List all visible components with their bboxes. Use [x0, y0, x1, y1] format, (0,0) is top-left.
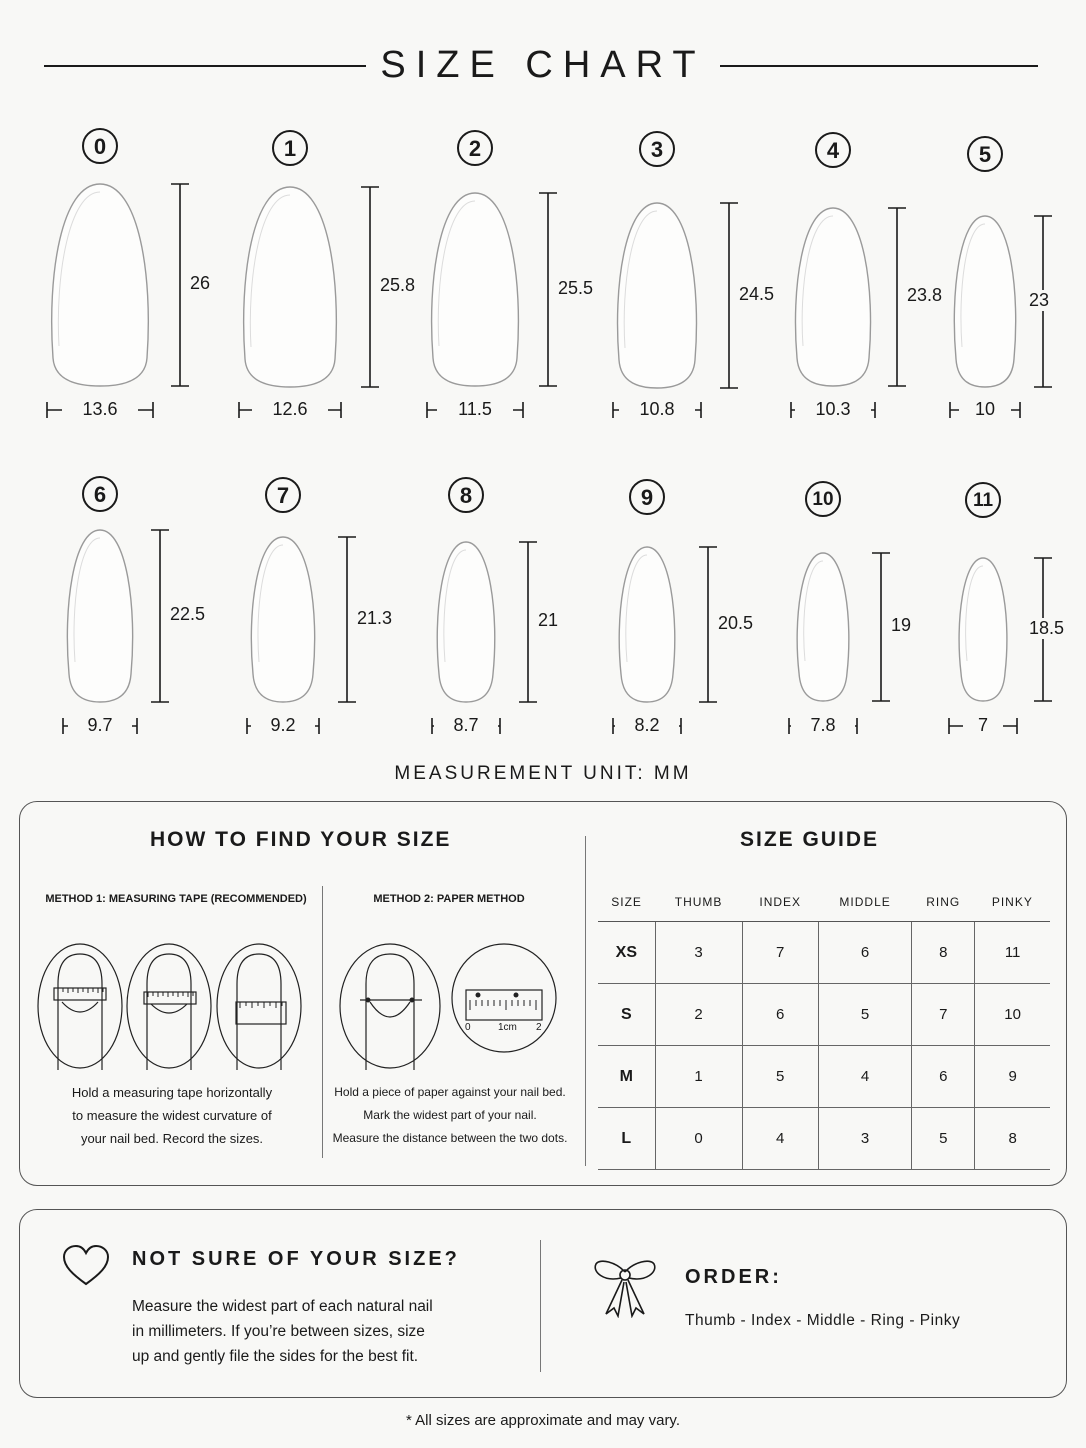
ruler-label-2: 2 — [536, 1022, 542, 1033]
table-cell: 6 — [912, 1046, 975, 1108]
panel-divider-main — [585, 836, 586, 1166]
not-sure-line: Measure the widest part of each natural nail — [132, 1298, 433, 1315]
method2-line: Mark the widest part of your nail. — [363, 1108, 537, 1122]
method2-line: Measure the distance between the two dots. — [332, 1131, 568, 1145]
size-number-badge: 6 — [82, 476, 118, 512]
size-number-badge: 9 — [629, 479, 665, 515]
column-header: PINKY — [975, 883, 1050, 922]
size-number-badge: 0 — [82, 128, 118, 164]
column-header: THUMB — [655, 883, 742, 922]
table-cell: 10 — [975, 984, 1050, 1046]
nail-width-label: 10.8 — [639, 399, 675, 419]
not-sure-heading: NOT SURE OF YOUR SIZE? — [132, 1248, 460, 1270]
nail-width-label: 12.6 — [272, 399, 308, 419]
size-guide-table — [598, 883, 1050, 1170]
nail-width-label: 10.3 — [815, 399, 851, 419]
column-header: INDEX — [742, 883, 818, 922]
table-cell: 8 — [912, 922, 975, 984]
page-title: SIZE CHART — [380, 44, 706, 86]
table-row — [598, 1046, 1050, 1108]
table-cell: 0 — [655, 1108, 742, 1170]
size-number-badge: 1 — [272, 130, 308, 166]
method2-heading: METHOD 2: PAPER METHOD — [373, 893, 525, 905]
nail-width-label: 9.7 — [87, 715, 113, 735]
nail-width-label: 8.7 — [453, 715, 479, 735]
panel-divider-methods — [322, 886, 323, 1158]
column-header: MIDDLE — [818, 883, 911, 922]
nail-width-label: 9.2 — [270, 715, 296, 735]
tips-divider — [540, 1240, 541, 1372]
table-cell: 9 — [975, 1046, 1050, 1108]
method2-line: Hold a piece of paper against your nail bed. — [334, 1085, 566, 1099]
bow-icon — [592, 1256, 658, 1318]
size-number-badge: 2 — [457, 130, 493, 166]
size-number-badge: 4 — [815, 132, 851, 168]
size-number-badge: 5 — [967, 136, 1003, 172]
nail-length-label: 24.5 — [739, 283, 775, 304]
nail-length-label: 25.5 — [558, 277, 594, 298]
method1-heading: METHOD 1: MEASURING TAPE (RECOMMENDED) — [45, 893, 307, 905]
nail-length-label: 23 — [1029, 289, 1050, 310]
method1-illustration — [32, 940, 322, 1075]
row-size-label: M — [598, 1046, 655, 1108]
table-cell: 2 — [655, 984, 742, 1046]
nail-length-label: 20.5 — [718, 612, 754, 633]
column-header: RING — [912, 883, 975, 922]
table-row — [598, 922, 1050, 984]
nail-length-label: 22.5 — [170, 604, 206, 624]
table-cell: 5 — [912, 1108, 975, 1170]
method2-instructions — [326, 1081, 574, 1150]
nail-outline — [959, 558, 1007, 701]
method1-line: your nail bed. Record the sizes. — [80, 1131, 264, 1146]
heart-icon — [62, 1244, 110, 1288]
table-cell: 11 — [975, 922, 1050, 984]
table-cell: 5 — [742, 1046, 818, 1108]
row-size-label: XS — [598, 922, 655, 984]
table-cell: 7 — [912, 984, 975, 1046]
nail-width-label: 13.6 — [82, 399, 118, 419]
not-sure-line: up and gently file the sides for the best fit. — [132, 1348, 419, 1365]
size-number-badge: 10 — [805, 481, 841, 517]
table-cell: 6 — [742, 984, 818, 1046]
nail-width-label: 10 — [974, 399, 996, 419]
table-cell: 1 — [655, 1046, 742, 1108]
order-heading: ORDER: — [685, 1266, 782, 1288]
ruler-label-0: 0 — [465, 1022, 471, 1033]
nail-length-label: 21 — [538, 610, 559, 630]
not-sure-text — [132, 1294, 502, 1369]
size-number-badge: 8 — [448, 477, 484, 513]
method1-instructions — [36, 1081, 308, 1150]
method1-line: to measure the widest curvature of — [72, 1108, 272, 1123]
nail-width-label: 7.8 — [810, 715, 836, 735]
row-size-label: L — [598, 1108, 655, 1170]
table-row — [598, 984, 1050, 1046]
size-guide-body — [598, 922, 1050, 1170]
table-cell: 7 — [742, 922, 818, 984]
size-number-badge: 3 — [639, 131, 675, 167]
nail-width-label: 8.2 — [634, 715, 660, 735]
column-header: SIZE — [598, 883, 655, 922]
method1-line: Hold a measuring tape horizontally — [71, 1085, 273, 1100]
size-number-badge: 11 — [965, 482, 1001, 518]
nail-length-label: 18.5 — [1029, 617, 1065, 638]
table-cell: 5 — [818, 984, 911, 1046]
method2-illustration — [336, 940, 566, 1075]
nail-length-label: 23.8 — [907, 285, 943, 305]
size-guide-header-row — [598, 883, 1050, 922]
table-cell: 6 — [818, 922, 911, 984]
table-row — [598, 1108, 1050, 1170]
size-guide-heading: SIZE GUIDE — [740, 828, 880, 851]
measurement-unit-label: MEASUREMENT UNIT: MM — [394, 763, 692, 784]
nail-length-label: 21.3 — [357, 607, 393, 628]
order-text: Thumb - Index - Middle - Ring - Pinky — [685, 1312, 961, 1329]
nail-length-label: 26 — [190, 273, 211, 293]
row-size-label: S — [598, 984, 655, 1046]
not-sure-line: in millimeters. If you’re between sizes, size — [132, 1323, 425, 1340]
table-cell: 3 — [818, 1108, 911, 1170]
footnote: * All sizes are approximate and may vary. — [405, 1412, 680, 1429]
table-cell: 4 — [742, 1108, 818, 1170]
how-to-heading: HOW TO FIND YOUR SIZE — [150, 828, 452, 851]
table-cell: 4 — [818, 1046, 911, 1108]
table-cell: 8 — [975, 1108, 1050, 1170]
ruler-label-1cm: 1cm — [498, 1022, 517, 1033]
size-number-badge: 7 — [265, 477, 301, 513]
table-cell: 3 — [655, 922, 742, 984]
nail-length-label: 25.8 — [380, 275, 416, 295]
nail-length-label: 19 — [891, 615, 912, 635]
nail-width-label: 11.5 — [458, 399, 492, 419]
nail-width-label: 7 — [977, 715, 988, 735]
